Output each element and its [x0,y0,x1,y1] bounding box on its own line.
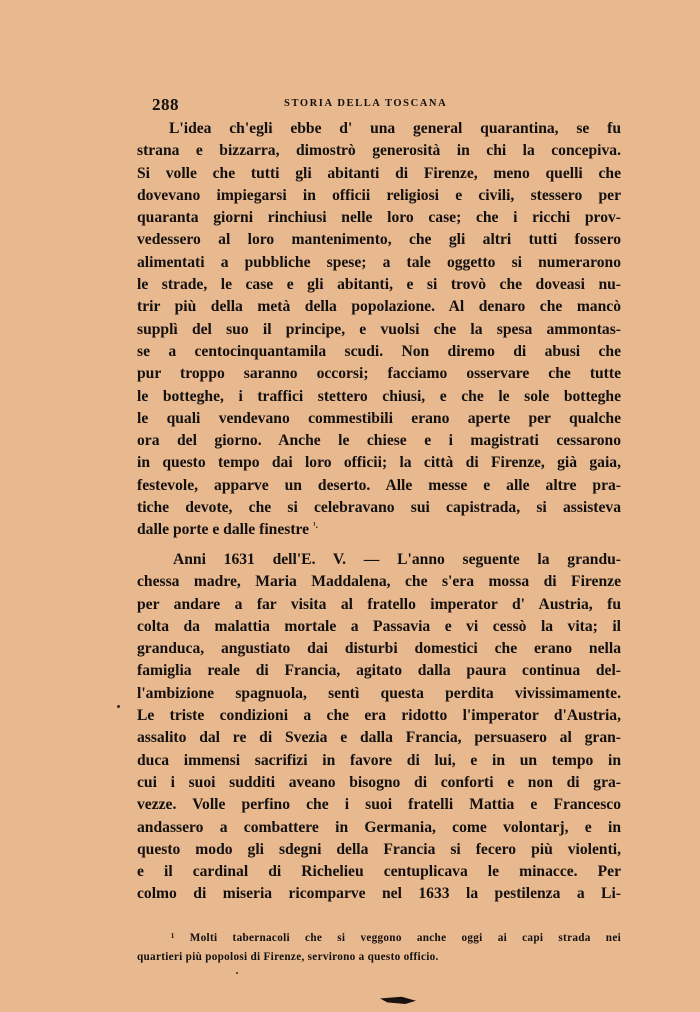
text-line: se a centocinquantamila scudi. Non diremo di abusi che [137,342,621,360]
text-line: cui i suoi sudditi aveano bisogno di conforti e non di gra- [137,773,621,791]
margin-speck [236,972,238,974]
footnote [137,929,621,967]
text-line: trir più della metà della popolazione. Al denaro che mancò [137,298,621,316]
text-line: duca immensi sacrifizi in favore di lui, e in un tempo in [137,751,621,769]
text-line: Si volle che tutti gli abitanti di Firenze, meno quelli che [137,164,621,182]
footnote-reference: ¹. [312,520,318,531]
text-line: e il cardinal di Richelieu centuplicava le minacce. Per [137,863,621,881]
text-line: granduca, angustiato dai disturbi domestici che erano nella [137,640,621,658]
text-line: supplì del suo il principe, e vuolsi che la spesa ammontas- [137,320,621,338]
text-line: in questo tempo dai loro officii; la città di Firenze, già gaia, [137,454,621,472]
text-line-last [137,519,621,541]
text-line: questo modo gli sdegni della Francia si fecero più violenti, [137,840,621,858]
text-line: strana e bizzarra, dimostrò generosità in chi la concepiva. [137,142,621,160]
margin-speck [117,705,120,708]
text-line: colta da malattia mortale a Passavia e vi cessò la vita; il [137,617,621,635]
text-line: festevole, apparve un deserto. Alle messe e alle altre pra- [137,476,621,494]
text-line: le quali vendevano commestibili erano aperte per qualche [137,409,621,427]
text-line: per andare a far visita al fratello imperator d' Austria, fu [137,595,621,613]
page-number: 288 [152,95,179,114]
text-line: l'ambizione spagnuola, sentì questa perdita vivissimamente. [137,684,621,702]
text-line: le botteghe, i traffici stettero chiusi, e che le sole botteghe [137,387,621,405]
paragraph-quarantine [137,118,621,542]
paragraph-year-1631 [137,549,621,906]
text-line: pur troppo saranno occorsi; facciamo osservare che tutte [137,365,621,383]
text-line: vezze. Volle perfino che i suoi fratelli Mattia e Francesco [137,796,621,814]
text-line: Le triste condizioni a che era ridotto l'imperator d'Austria, [137,707,621,725]
text-line: Anni 1631 dell'E. V. — L'anno seguente la grandu- [173,551,621,568]
text-line: tiche devote, che si celebravano sui capistrada, si assisteva [137,499,621,517]
text-line: alimentati a pubbliche spese; a tale oggetto si numerarono [137,253,621,271]
text-line: famiglia reale di Francia, agitato dalla paura continua del- [137,662,621,680]
text-line: le strade, le case e gli abitanti, e si trovò che doveasi nu- [137,276,621,294]
text-line: andassero a combattere in Germania, come volontarj, e in [137,818,621,836]
text-line: L'idea ch'egli ebbe d' una general quarantina, se fu [169,120,621,137]
text-line: chessa madre, Maria Maddalena, che s'era mossa di Firenze [137,573,621,591]
text-line-content: dalle porte e dalle finestre [137,521,310,539]
ink-smudge [380,996,416,1004]
running-title: STORIA DELLA TOSCANA [284,98,448,109]
text-line: ora del giorno. Anche le chiese e i magistrati cessarono [137,432,621,450]
page-header [152,95,478,115]
text-line: vedessero al loro mantenimento, che gli altri tutti fossero [137,231,621,249]
text-line: colmo di miseria ricomparve nel 1633 la pestilenza a Li- [137,885,621,903]
text-line: quaranta giorni rinchiusi nelle loro case; che i ricchi prov- [137,209,621,227]
text-line: dovevano impiegarsi in officii religiosi e civili, stessero per [137,186,621,204]
text-line: assalito dal re di Svezia e dalla Francia, persuasero al gran- [137,729,621,747]
footnote-line: quartieri più popolosi di Firenze, servirono a questo officio. [137,951,439,963]
footnote-line: ¹ Molti tabernacoli che si veggono anche oggi ai capi strada nei [171,932,621,944]
